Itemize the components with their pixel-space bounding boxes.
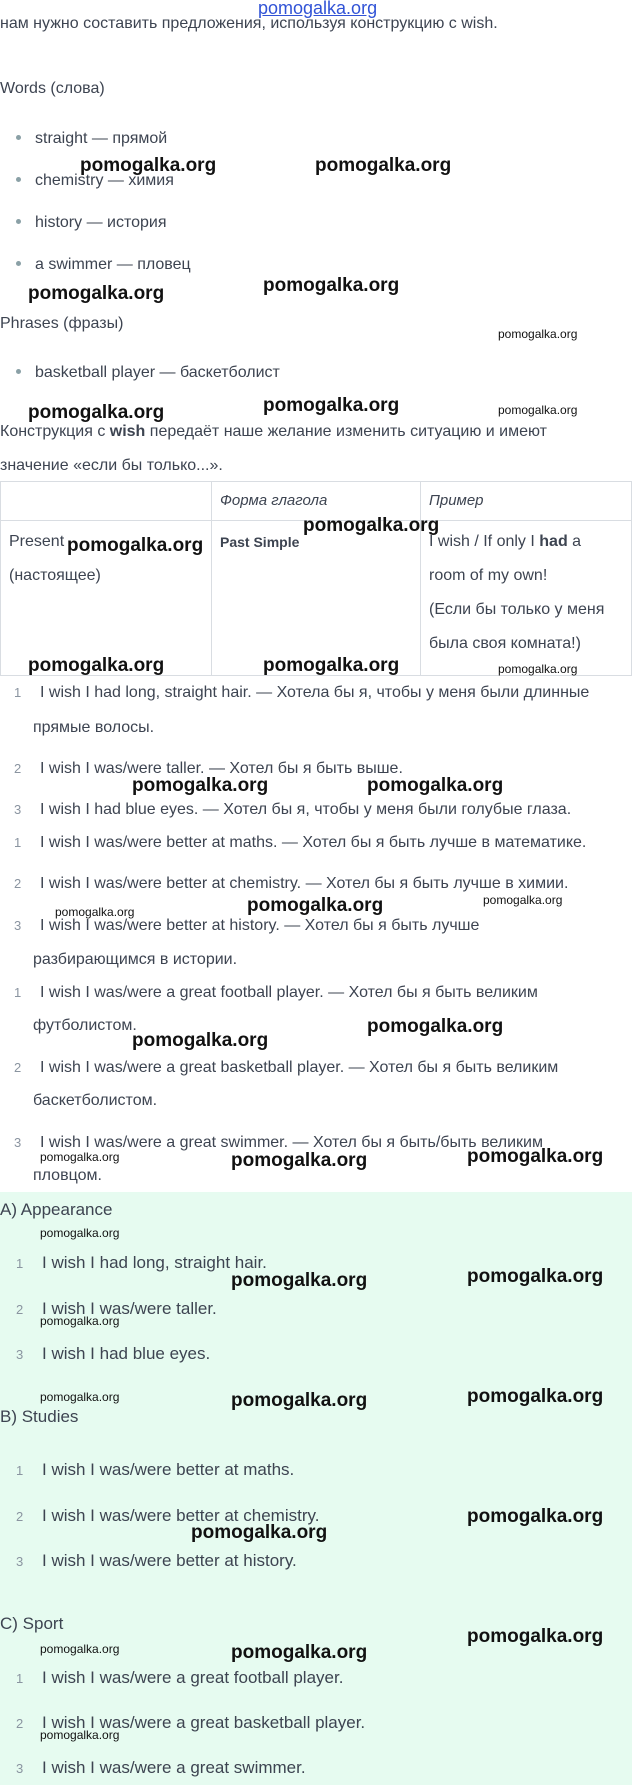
item-text: I wish I was/were a great swimmer. (42, 1758, 306, 1777)
phrases-heading: Phrases (фразы) (0, 315, 124, 332)
explanation-part: Конструкция с (0, 423, 110, 440)
list-item (10, 256, 191, 274)
item-text: I wish I was/were a great basketball player. — Хотел бы я быть великим (40, 1059, 559, 1076)
item-text: I wish I had blue eyes. (42, 1344, 211, 1363)
example-line-ru: (Если бы только у меня (429, 601, 605, 618)
item-number: 2 (14, 876, 22, 891)
list-item (14, 983, 538, 1003)
watermark: pomogalka.org (303, 515, 440, 536)
watermark: pomogalka.org (367, 1016, 504, 1037)
watermark: pomogalka.org (263, 395, 400, 416)
item-text: I wish I was/were taller. — Хотел бы я быть выше. (40, 760, 403, 777)
grammar-table (0, 481, 632, 676)
list-item (16, 1253, 267, 1273)
watermark: pomogalka.org (315, 155, 452, 176)
item-number: 2 (14, 761, 22, 776)
watermark: pomogalka.org (28, 655, 165, 676)
list-item (16, 1551, 297, 1571)
table-cell-example (421, 521, 632, 676)
watermark: pomogalka.org (498, 403, 578, 417)
list-item (16, 1460, 294, 1480)
item-number: 2 (16, 1302, 24, 1317)
words-heading: Words (слова) (0, 80, 105, 97)
explanation-bold: wish (109, 423, 146, 440)
bullet-icon (16, 219, 21, 224)
section-heading: C) Sport (0, 1614, 64, 1633)
watermark: pomogalka.org (467, 1626, 604, 1647)
watermark: pomogalka.org (231, 1390, 368, 1411)
list-item (14, 874, 568, 894)
tense-label: Present (9, 533, 65, 550)
list-item (14, 683, 589, 703)
item-text: I wish I was/were a great swimmer. — Хотел бы я быть/быть великим (40, 1134, 543, 1151)
item-number: 1 (16, 1256, 24, 1271)
watermark: pomogalka.org (191, 1522, 328, 1543)
bullet-icon (16, 261, 21, 266)
watermark: pomogalka.org (231, 1270, 368, 1291)
item-text: I wish I was/were taller. (42, 1299, 217, 1318)
watermark: pomogalka.org (132, 775, 269, 796)
bullet-icon (16, 177, 21, 182)
item-number: 2 (16, 1509, 24, 1524)
item-text: I wish I was/were a great football player. (42, 1668, 344, 1687)
item-text: I wish I was/were a great basketball player. (42, 1713, 366, 1732)
table-cell-form (212, 521, 421, 676)
item-number: 1 (14, 685, 22, 700)
item-number: 3 (14, 1135, 22, 1150)
bullet-icon (16, 369, 21, 374)
watermark: pomogalka.org (67, 535, 204, 556)
item-text: I wish I was/were better at history. — Хотел бы я быть лучше (40, 917, 480, 934)
item-number: 2 (16, 1716, 24, 1731)
example-part: I wish / If only I (429, 533, 540, 550)
watermark: pomogalka.org (263, 655, 400, 676)
watermark: pomogalka.org (40, 1150, 120, 1164)
item-number: 3 (14, 918, 22, 933)
item-number: 1 (14, 985, 22, 1000)
item-number: 1 (16, 1463, 24, 1478)
watermark: pomogalka.org (467, 1146, 604, 1167)
section-heading: A) Appearance (0, 1200, 113, 1219)
list-item (16, 1344, 210, 1364)
explanation-line-2: значение «если бы только...». (0, 457, 223, 474)
watermark: pomogalka.org (247, 895, 384, 916)
watermark: pomogalka.org (498, 327, 578, 341)
watermark: pomogalka.org (483, 893, 563, 907)
example-line-ru: была своя комната!) (429, 635, 581, 652)
list-item (14, 800, 571, 820)
list-item (14, 1058, 558, 1078)
item-text: I wish I had blue eyes. — Хотел бы я, чтобы у меня были голубые глаза. (40, 801, 572, 818)
item-number: 1 (14, 835, 22, 850)
watermark: pomogalka.org (40, 1314, 120, 1328)
list-item (14, 916, 479, 936)
watermark: pomogalka.org (498, 662, 578, 676)
watermark: pomogalka.org (132, 1030, 269, 1051)
list-item (14, 833, 586, 853)
example-part: a (567, 533, 582, 550)
item-text: I wish I was/were better at history. (42, 1551, 297, 1570)
list-item-text: straight — прямой (35, 130, 168, 147)
list-item-text: history — история (35, 214, 167, 231)
watermark: pomogalka.org (40, 1642, 120, 1656)
watermark: pomogalka.org (231, 1642, 368, 1663)
watermark: pomogalka.org (263, 275, 400, 296)
item-text: I wish I was/were better at chemistry. — Хотел бы я быть лучше в химии. (40, 875, 569, 892)
watermark: pomogalka.org (40, 1226, 120, 1240)
list-item (10, 214, 167, 232)
item-text: I wish I was/were better at maths. — Хотел бы я быть лучше в математике. (40, 834, 587, 851)
item-number: 3 (16, 1347, 24, 1362)
item-text-continued: прямые волосы. (33, 719, 155, 736)
item-text-continued: баскетболистом. (33, 1092, 158, 1109)
watermark: pomogalka.org (40, 1390, 120, 1404)
list-item (16, 1758, 306, 1778)
item-text-continued: пловцом. (33, 1167, 102, 1184)
watermark: pomogalka.org (28, 402, 165, 423)
watermark: pomogalka.org (467, 1266, 604, 1287)
watermark: pomogalka.org (467, 1386, 604, 1407)
list-item-text: basketball player — баскетболист (35, 364, 280, 381)
tense-label-ru: (настоящее) (9, 567, 101, 584)
form-label: Past Simple (220, 534, 300, 550)
item-text: I wish I had long, straight hair. — Хотела бы я, чтобы у меня были длинные (40, 684, 590, 701)
watermark: pomogalka.org (55, 905, 135, 919)
item-number: 3 (16, 1554, 24, 1569)
section-heading: B) Studies (0, 1407, 79, 1426)
item-text: I wish I was/were better at chemistry. (42, 1506, 320, 1525)
explanation-part: передаёт наше желание изменить ситуацию и имеют (145, 423, 547, 440)
item-text: I wish I was/were a great football player. — Хотел бы я быть великим (40, 984, 538, 1001)
example-line (429, 525, 623, 559)
table-header: Пример (421, 482, 632, 521)
item-text-continued: футболистом. (33, 1017, 137, 1034)
watermark: pomogalka.org (467, 1506, 604, 1527)
list-item (10, 130, 167, 148)
bullet-icon (16, 135, 21, 140)
list-item-text: chemistry — химия (35, 172, 174, 189)
item-text-continued: разбирающимся в истории. (33, 951, 238, 968)
watermark: pomogalka.org (231, 1150, 368, 1171)
explanation-line-1 (0, 422, 547, 442)
watermark: pomogalka.org (40, 1728, 120, 1742)
watermark: pomogalka.org (367, 775, 504, 796)
example-line: room of my own! (429, 567, 548, 584)
item-number: 1 (16, 1671, 24, 1686)
example-bold: had (539, 533, 568, 550)
item-number: 3 (16, 1761, 24, 1776)
table-header (1, 482, 212, 521)
item-number: 2 (14, 1060, 22, 1075)
list-item (16, 1668, 343, 1688)
item-text: I wish I had long, straight hair. (42, 1253, 267, 1272)
watermark: pomogalka.org (80, 155, 217, 176)
watermark: pomogalka.org (28, 283, 165, 304)
item-text: I wish I was/were better at maths. (42, 1460, 295, 1479)
list-item-text: a swimmer — пловец (35, 256, 191, 273)
table-header: Форма глагола (212, 482, 421, 521)
intro-text: нам нужно составить предложения, используя конструкцию с wish. (0, 15, 498, 32)
item-number: 3 (14, 802, 22, 817)
site-logo[interactable]: pomogalka.org (258, 0, 378, 18)
list-item (10, 364, 280, 382)
